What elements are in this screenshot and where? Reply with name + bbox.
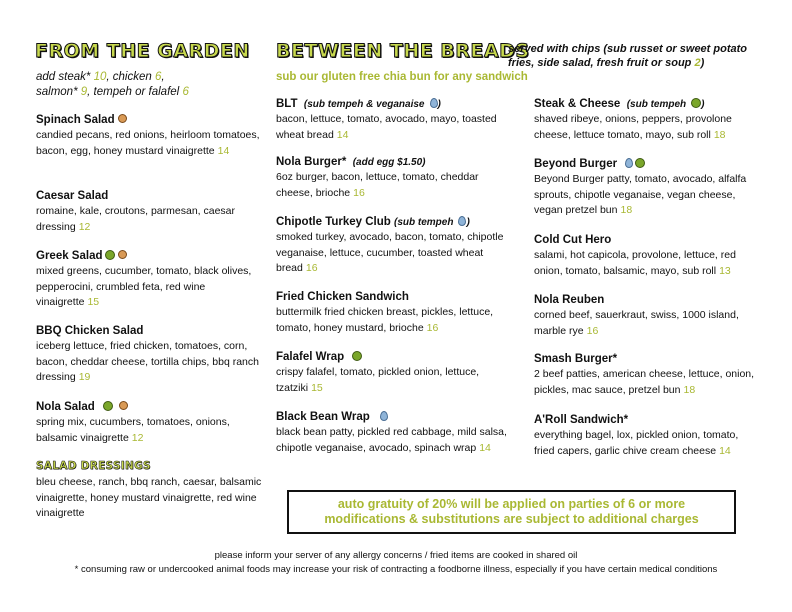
breads-heading: BETWEEN THE BREADS	[276, 40, 530, 62]
steak-price: 10	[93, 71, 107, 83]
garden-intro	[36, 70, 266, 100]
menu-item-cold-cut-hero: Cold Cut Hero salami, hot capicola, provolone, lettuce, red onion, tomato, balsamic, mayo, sub roll 13	[534, 234, 736, 277]
price: 15	[311, 381, 323, 394]
menu-item-steak-and-cheese: Steak & Cheese (sub tempeh ) shaved ribeye, onions, peppers, provolone cheese, lettuce tomato, mayo, sub roll 18	[534, 98, 732, 141]
price: 12	[131, 431, 144, 444]
menu-item-greek-salad: Greek Salad mixed greens, cucumber, tomato, black olives, pepperocini, crumbled feta, red wine vinaigrette 15	[36, 250, 252, 308]
substitutions-notice: modifications & substitutions are subject to additional charges	[324, 512, 699, 526]
price: 18	[713, 128, 726, 141]
price: 19	[78, 371, 91, 383]
menu-item-smash-burger: Smash Burger* 2 beef patties, american cheese, lettuce, onion, pickles, mac sauce, pretzel bun 18	[534, 353, 755, 396]
vegan-icon	[691, 98, 701, 108]
garden-heading: FROM THE GARDEN	[35, 40, 250, 62]
side-upgrade-price: 2	[694, 57, 701, 69]
veganaise-icon	[380, 411, 388, 421]
garden-intro-line-1: add steak* 10, chicken 6,	[36, 71, 165, 83]
salad-dressings-list: bleu cheese, ranch, bbq ranch, caesar, balsamic vinaigrette, honey mustard vinaigrette, red wine vinaigrette	[36, 476, 262, 519]
vegan-icon	[103, 401, 113, 411]
nut-icon	[119, 401, 128, 410]
price: 16	[353, 186, 365, 199]
price: 13	[719, 264, 731, 277]
vegan-icon	[635, 158, 645, 168]
veganaise-icon	[430, 98, 438, 108]
vegan-icon	[352, 351, 362, 361]
price: 14	[479, 441, 491, 454]
garden-intro-line-2: salmon* 9, tempeh or falafel 6	[36, 86, 189, 98]
gratuity-notice-box	[287, 490, 736, 534]
nut-icon	[118, 114, 127, 123]
salad-dressings-heading: SALAD DRESSINGS	[36, 460, 151, 472]
menu-item-bbq-chicken-salad: BBQ Chicken Salad iceberg lettuce, fried chicken, tomatoes, corn, bacon, cheddar cheese, tortilla chips, bbq ranch dressing 19	[36, 325, 259, 383]
menu-item-blt: BLT (sub tempeh & veganaise ) bacon, lettuce, tomato, avocado, mayo, toasted wheat bread 14	[276, 98, 497, 141]
veganaise-icon	[625, 158, 633, 168]
price: 14	[217, 144, 230, 157]
menu-item-spinach-salad: Spinach Salad candied pecans, red onions, heirloom tomatoes, bacon, egg, honey mustard vinaigrette 14	[36, 114, 260, 157]
price: 18	[620, 204, 633, 216]
chicken-price: 6	[154, 71, 162, 83]
menu-item-beyond-burger: Beyond Burger Beyond Burger patty, tomato, avocado, alfalfa sprouts, chipotle veganaise, vegan cheese, vegan pretzel bun 18	[534, 158, 747, 216]
vegan-icon	[105, 250, 115, 260]
nut-icon	[118, 250, 127, 259]
menu-item-fried-chicken-sandwich: Fried Chicken Sandwich buttermilk fried chicken breast, pickles, lettuce, tomato, honey mustard, brioche 16	[276, 291, 494, 334]
menu-item-nola-burger: Nola Burger* (add egg $1.50) 6oz burger, bacon, lettuce, tomato, cheddar cheese, brioche 16	[276, 156, 479, 199]
menu-item-falafel-wrap: Falafel Wrap crispy falafel, tomato, pickled onion, lettuce, tzatziki 15	[276, 351, 480, 394]
salmon-price: 9	[80, 86, 88, 98]
price: 16	[426, 321, 439, 334]
raw-food-disclaimer: * consuming raw or undercooked animal foods may increase your risk of contracting a foodborne illness, especially if you have certain medical conditions	[74, 564, 718, 575]
gluten-free-note: sub our gluten free chia bun for any sandwich	[276, 71, 528, 83]
menu-item-caesar-salad: Caesar Salad romaine, kale, croutons, parmesan, caesar dressing 12	[36, 190, 236, 233]
price: 14	[336, 128, 349, 141]
menu-item-nola-salad: Nola Salad spring mix, cucumbers, tomatoes, onions, balsamic vinaigrette 12	[36, 401, 230, 444]
allergy-notice: please inform your server of any allergy concerns / fried items are cooked in shared oil	[214, 550, 578, 561]
price: 15	[87, 296, 100, 308]
menu-item-chipotle-turkey-club: Chipotle Turkey Club (sub tempeh ) smoked turkey, avocado, bacon, tomato, chipotle veganaise, lettuce, cucumber, toasted wheat bread 16	[276, 216, 504, 274]
price: 18	[683, 383, 696, 396]
price: 14	[719, 444, 731, 457]
tempeh-price: 6	[182, 86, 189, 98]
menu-item-black-bean-wrap: Black Bean Wrap black bean patty, pickled red cabbage, mild salsa, chipotle veganaise, avocado, spinach wrap 14	[276, 411, 507, 454]
price: 12	[78, 220, 91, 233]
served-with-note: served with chips (sub russet or sweet potato fries, side salad, fresh fruit or soup 2)	[508, 43, 747, 69]
menu-item-aroll-sandwich: A'Roll Sandwich* everything bagel, lox, pickled onion, tomato, fried capers, garlic chive cream cheese 14	[534, 414, 739, 457]
menu-item-nola-reuben: Nola Reuben corned beef, sauerkraut, swiss, 1000 island, marble rye 16	[534, 294, 739, 337]
price: 16	[586, 324, 599, 337]
price: 16	[305, 262, 318, 274]
gratuity-notice: auto gratuity of 20% will be applied on parties of 6 or more	[337, 497, 686, 511]
